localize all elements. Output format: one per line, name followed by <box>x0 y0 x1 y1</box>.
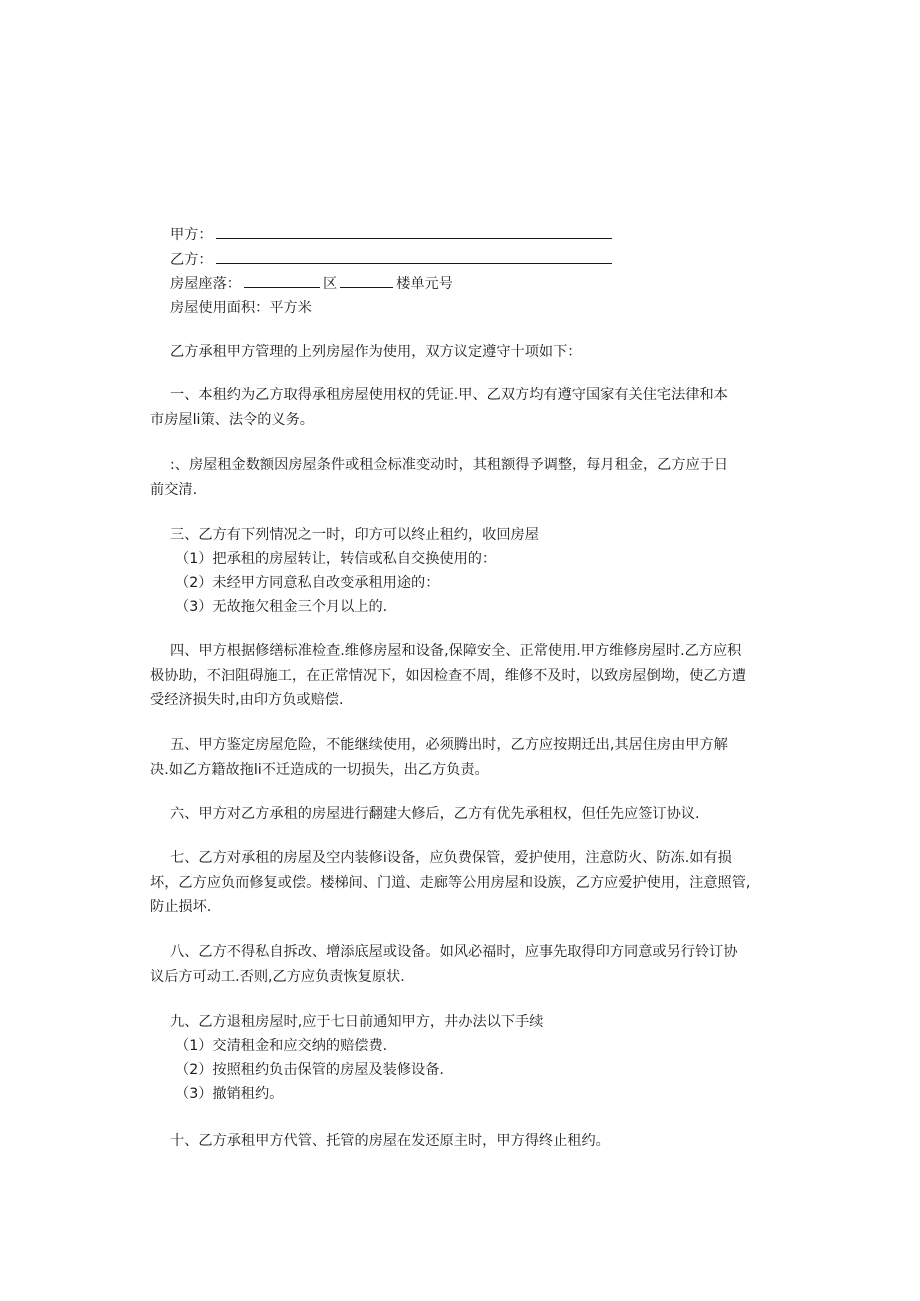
clause-5-line-2: 决.如乙方籍故拖li不迁造成的一切损失，出乙方负责。 <box>150 762 489 778</box>
clause-10-line-1: 十、乙方承租甲方代管、托管的房屋在发还原主时，甲方得终止租约。 <box>170 1133 610 1149</box>
clause-5-line-1: 五、甲方鉴定房屋危险，不能继续使用，必须腾出时，乙方应按期迁出,其居住房由甲方解 <box>170 737 728 753</box>
party-b-row <box>170 249 615 270</box>
party-b-blank <box>216 249 612 264</box>
clause-7-line-3: 防止损坏. <box>150 899 212 915</box>
clause-4-line-1: 四、甲方根据修缮标准检查.维修房屋和设备,保障安全、正常使用.甲方维修房屋时.乙方应积 <box>170 643 742 659</box>
party-a-row <box>170 224 615 245</box>
district-label: 区 <box>322 276 338 292</box>
clause-3-item-2: （2）未经甲方同意私自改变承租用途的： <box>175 575 440 591</box>
party-b-label: 乙方： <box>170 252 213 268</box>
clause-1-line-1: 一、本租约为乙方取得承租房屋使用权的凭证.甲、乙双方均有遵守国家有关住宅法律和本 <box>170 387 728 403</box>
clause-3-line-1: 三、乙方有下列情况之一时，印方可以终止租约，收回房屋 <box>170 527 539 543</box>
address-blank-1 <box>244 273 320 288</box>
clause-2-line-2: 前交清. <box>150 482 198 498</box>
address-blank-2 <box>340 273 393 288</box>
clause-6-line-1: 六、甲方对乙方承租的房屋进行翻建大修后，乙方有优先承租权，但任先应签订协议. <box>170 806 700 822</box>
clause-9-item-3: （3）撤销租约。 <box>175 1086 284 1102</box>
clause-7-line-1: 七、乙方对承租的房屋及空内装修i设备，应负费保管，爱护使用，注意防火、防冻.如有损 <box>170 850 732 866</box>
clause-9-item-2: （2）按照租约负击保管的房屋及装修设备. <box>175 1062 444 1078</box>
clause-2-line-1: :、房屋租金数额因房屋条件或租佥标准变动时，其租额得予调整，每月租金，乙方应于日 <box>170 457 729 473</box>
clause-3-item-3: （3）无故拖欠租金三个月以上的. <box>175 599 388 615</box>
area-unit: 平方米 <box>269 300 312 316</box>
clause-8-line-2: 议后方可动工.否则,乙方应负责恢复原状. <box>150 969 405 985</box>
clause-1-line-2: 市房屋li策、法令的义务。 <box>150 412 314 428</box>
area-label: 房屋使用面积： <box>170 300 270 316</box>
party-a-blank <box>216 224 612 239</box>
intro-text: 乙方承租甲方管理的上列房屋作为使用，双方议定遵守十项如下： <box>170 344 582 360</box>
clause-3-item-1: （1）把承租的房屋转让，转信或私自交换使用的： <box>175 551 497 567</box>
clause-9-line-1: 九、乙方退租房屋时,应于七日前通知甲方，井办法以下手续 <box>170 1014 544 1030</box>
address-label: 房屋座落： <box>170 276 241 292</box>
clause-8-line-1: 八、乙方不得私自拆改、增添底屋或设备。如风必福时，应事先取得印方同意或另行铃订协 <box>170 944 738 960</box>
area-row <box>170 298 312 318</box>
address-row <box>170 273 453 294</box>
clause-4-line-3: 受经济损失时,由印方负或赔偿. <box>150 692 344 708</box>
clause-7-line-2: 坏，乙方应负而修复或偿。楼梯间、门道、走廊等公用房屋和设族，乙方应爱护使用，注意照管, <box>150 875 751 891</box>
party-a-label: 甲方： <box>170 227 213 243</box>
building-suffix: 楼单元号 <box>396 276 453 292</box>
clause-4-line-2: 极协助，不汩阻碍施工，在正常情况下，如因检查不周，维修不及时，以致房屋倒坳，使乙方遭 <box>150 668 746 684</box>
clause-9-item-1: （1）交清租金和应交纳的赔偿费. <box>175 1038 388 1054</box>
